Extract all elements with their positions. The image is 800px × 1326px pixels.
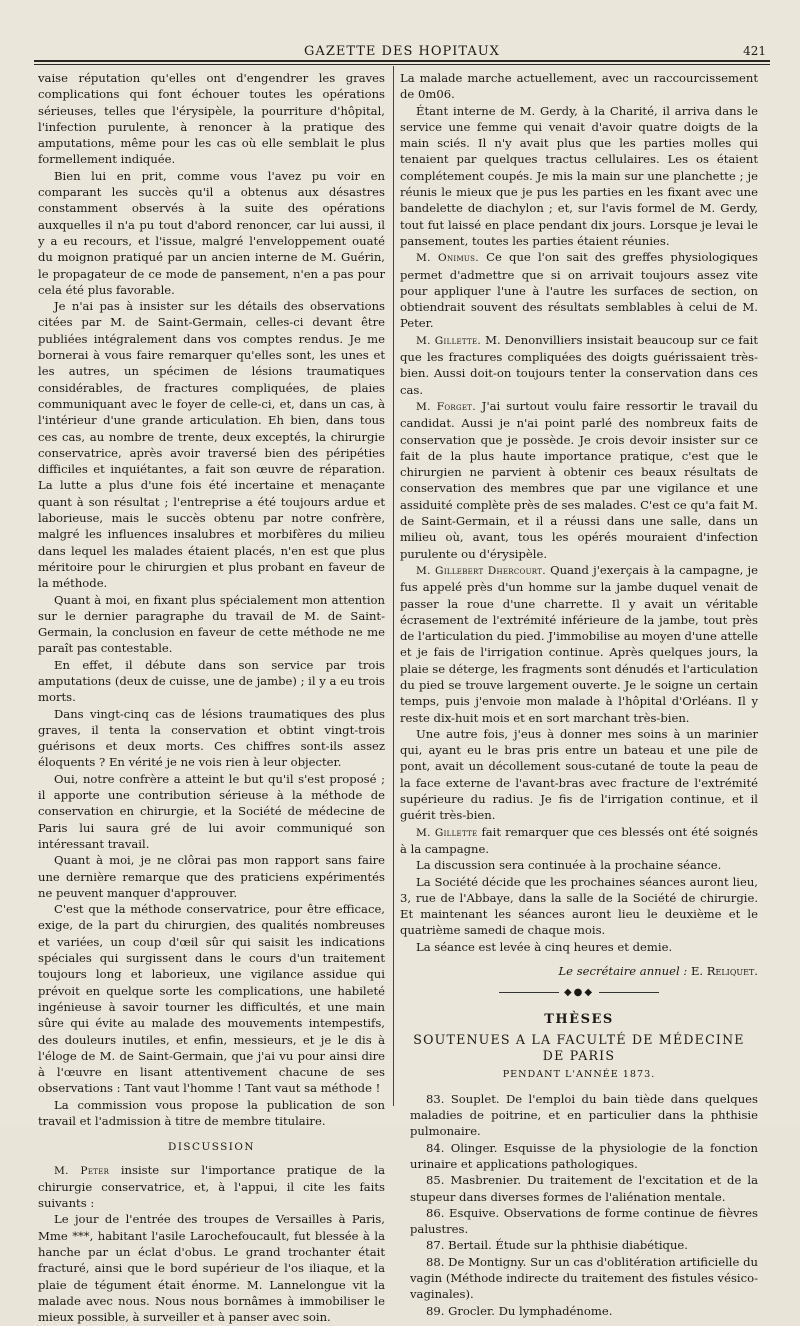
header-rule-thin bbox=[34, 64, 770, 65]
paragraph bbox=[400, 562, 758, 726]
right-column bbox=[400, 70, 758, 1318]
thesis-item: 88. De Montigny. Sur un cas d'oblitération artificielle du vagin (Méthode indirecte du traitement des fistules vésico-vaginales). bbox=[410, 1254, 758, 1302]
thesis-item: 83. Souplet. De l'emploi du bain tiède dans quelques maladies de poitrine, et en particulier dans la phthisie pulmonaire. bbox=[410, 1091, 758, 1139]
thesis-item: 84. Olinger. Esquisse de la physiologie de la fonction urinaire et applications pathologiques. bbox=[410, 1140, 758, 1171]
theses-subtitle: SOUTENUES A LA FACULTÉ DE MÉDECINE DE PARIS bbox=[413, 1031, 745, 1064]
page-number: 421 bbox=[743, 44, 766, 58]
thesis-item: 87. Bertail. Étude sur la phthisie diabétique. bbox=[426, 1238, 688, 1253]
paragraph: La discussion sera continuée à la prochaine séance. bbox=[416, 858, 722, 873]
speaker-text: fait remarquer que ces blessés ont été soignés à la campagne. bbox=[400, 824, 758, 856]
paragraph: Bien lui en prit, comme vous l'avez pu voir en comparant les succès qu'il a obtenus aux désastres constamment observés à la suite des opérations auxquelles il n'a pu tout d'abord renoncer, car lui aussi, il y a eu recours, et l'issue, malgré l'enveloppement ouaté du moignon pratiqué par un ancien interne de M. Guérin, le propagateur de ce mode de pansement, n'en a pas pour cela été plus favorable. bbox=[38, 168, 385, 297]
paragraph: Une autre fois, j'eus à donner mes soins à un marinier qui, ayant eu le bras pris entre un bateau et une pile de pont, avait un décollement sous-cutané de toute la peau de la face externe de l'avant-bras avec fracture de l'extrémité supérieure du radius. Je fis de l'irrigation continue, et il guérit très-bien. bbox=[400, 726, 758, 823]
header-rule bbox=[34, 60, 770, 62]
paragraph bbox=[400, 249, 758, 331]
paragraph bbox=[400, 824, 758, 858]
speaker-name: M. Onimus. bbox=[416, 252, 479, 265]
paragraph: En effet, il débute dans son service par trois amputations (deux de cuisse, une de jambe) ; il y a eu trois morts. bbox=[38, 657, 385, 705]
speaker-text: M. Denonvilliers insistait beaucoup sur ce fait que les fractures compliquées des doigts guérissaient très-bien. Aussi doit-on toujours tenter la conservation dans ces cas. bbox=[400, 332, 758, 397]
paragraph: Je n'ai pas à insister sur les détails des observations citées par M. de Saint-Germain, celles-ci devant être publiées intégralement dans vos comptes rendus. Je me bornerai à vous faire remarquer qu'elles sont, les unes et les autres, un spécimen de lésions traumatiques considérables, de fractures compliquées, de plaies communiquant avec le foyer de celle-ci, et, dans un cas, à l'intérieur d'une grande articulation. Eh bien, dans tous ces cas, au nombre de trente, deux exceptés, la chirurgie conservatrice, après avoir traversé bien des péripéties difficiles et inquiétantes, a fait son œuvre de réparation. La lutte a plus d'une fois été incertaine et menaçante quant à son résultat ; l'entreprise a été toujours ardue et laborieuse, mais le succès obtenu par notre confrère, malgré les influences insalubres et morbifères du milieu dans lequel les malades étaient placés, n'en est que plus méritoire pour le chirurgien et plus probant en faveur de la méthode. bbox=[38, 299, 385, 591]
paragraph: Quant à moi, en fixant plus spécialement mon attention sur le dernier paragraphe du travail de M. de Saint-Germain, la conclusion en faveur de cette méthode ne me paraît pas contestable. bbox=[38, 592, 385, 656]
speaker-text: insiste sur l'importance pratique de la chirurgie conservatrice, et, à l'appui, il cite les faits suivants : bbox=[38, 1162, 385, 1211]
page-header bbox=[34, 38, 770, 60]
left-column bbox=[38, 70, 385, 1325]
running-head: GAZETTE DES HOPITAUX bbox=[304, 44, 500, 59]
paragraph: La Société décide que les prochaines séances auront lieu, 3, rue de l'Abbaye, dans la salle de la Société de chirurgie. Et maintenant les séances auront lieu le deuxième et le quatrième samedi de chaque mois. bbox=[400, 874, 758, 938]
speaker-text: Quand j'exerçais à la campagne, je fus appelé près d'un homme sur la jambe duquel venait de passer la roue d'une charrette. Il y avait un véritable écrasement de l'extrémité inférieure de la jambe, tout près de l'articulation du pied. J'immobilise au moyen d'une attelle et je fais de l'irrigation continue. Après quelques jours, la plaie se déterge, les fragments sont dénudés et l'articulation du pied se trouve largement ouverte. Je le soigne un certain temps, puis j'envoie mon malade à l'hôpital d'Orléans. Il y reste dix-huit mois et en sort marchant très-bien. bbox=[400, 562, 758, 725]
speaker-text: Ce que l'on sait des greffes physiologiques permet d'admettre que si on arrivait toujours assez vite pour appliquer l'une à l'autre les surfaces de section, on obtiendrait souvent des résultats semblables à celui de M. Peter. bbox=[400, 250, 758, 331]
signature-name: E. Reliquet. bbox=[690, 964, 758, 979]
discussion-heading: DISCUSSION bbox=[167, 1141, 256, 1154]
speaker-name: M. Forget. bbox=[416, 400, 476, 413]
theses-title: THÈSES bbox=[544, 1011, 614, 1027]
paragraph bbox=[400, 332, 758, 398]
signature-role: Le secrétaire annuel bbox=[558, 964, 680, 979]
paragraph: C'est que la méthode conservatrice, pour être efficace, exige, de la part du chirurgien, des qualités nombreuses et variées, un coup d'œil sûr qui saisit les indications spéciales qui surgissent dans le cours d'un traitement toujours long et laborieux, une vigilance assidue qui prévoit en quelque sorte les complications, une habileté ingénieuse à savoir tourner les difficultés, et une main sûre qui évite au malade des mouvements intempestifs, des douleurs inutiles, et enfin, messieurs, et je le dis à l'éloge de M. de Saint-Germain, que j'ai vu pour ainsi dire à l'œuvre en lisant attentivement chacune de ses observations : Tant vaut l'homme ! Tant vaut sa méthode ! bbox=[38, 902, 385, 1096]
paragraph: La commission vous propose la publication de son travail et l'admission à titre de membre titulaire. bbox=[38, 1097, 385, 1128]
ornament-divider: ◆●◆ bbox=[400, 985, 758, 1001]
column-divider bbox=[393, 66, 394, 1106]
speaker-text: J'ai surtout voulu faire ressortir le travail du candidat. Aussi je n'ai point parlé des nombreux faits de conservation que je possède. Je crois devoir insister sur ce fait de la plus haute importance pratique, c'est que le chirurgien ne parvient à obtenir ces beaux résultats de conservation des membres que par une vigilance et une assiduité complète près de ses malades. C'est ce qu'a fait M. de Saint-Germain, et il a réussi dans une salle, dans un milieu où, avant, tous les opérés mouraient d'infection purulente ou d'érysipèle. bbox=[400, 398, 758, 561]
speaker-name: M. Peter bbox=[54, 1164, 110, 1177]
thesis-item: 86. Esquive. Observations de forme continue de fièvres palustres. bbox=[410, 1205, 758, 1237]
theses-date: PENDANT L'ANNÉE 1873. bbox=[502, 1068, 656, 1080]
paragraph: Le jour de l'entrée des troupes de Versailles à Paris, Mme ***, habitant l'asile Larochefoucault, fut blessée à la hanche par un éclat d'obus. Le grand trochanter était fracturé, ainsi que le bord supérieur de l'os iliaque, et la plaie de tégument était énorme. M. Lannelongue vit la malade avec nous. Nous nous bornâmes à immobiliser le mieux possible, à surveiller et à panser avec soin. bbox=[38, 1212, 385, 1325]
paragraph: La séance est levée à cinq heures et demie. bbox=[416, 939, 673, 954]
signature: Le secrétaire annuel : E. Reliquet. bbox=[558, 964, 758, 979]
paragraph: Étant interne de M. Gerdy, à la Charité, il arriva dans le service une femme qui venait d'avoir quatre doigts de la main sciés. Il n'y avait plus que les parties molles qui tenaient par quelques tractus cellulaires. Les os étaient complétement coupés. Je mis la main sur une planchette ; je réunis le mieux que je pus les parties en les fixant avec une bandelette de diachylon ; et, sur l'avis formel de M. Gerdy, tout fut laissé en place pendant dix jours. Lorsque je levai le pansement, toutes les parties étaient réunies. bbox=[400, 103, 758, 248]
paragraph bbox=[38, 1162, 385, 1212]
speaker-name: M. Gillette. bbox=[416, 334, 482, 347]
speaker-name: M. Gillette bbox=[416, 826, 478, 839]
paragraph: Dans vingt-cinq cas de lésions traumatiques des plus graves, il tenta la conservation et obtint vingt-trois guérisons et deux morts. Ces chiffres sont-ils assez éloquents ? En vérité je ne vois rien à leur objecter. bbox=[38, 706, 385, 770]
paragraph: vaise réputation qu'elles ont d'engendrer les graves complications qui font échouer toutes les opérations sérieuses, telles que l'érysipèle, la pourriture d'hôpital, l'infection purulente, à renoncer à la pratique des amputations, même pour les cas où elle semblait le plus formellement indiquée. bbox=[38, 71, 385, 167]
paragraph: La malade marche actuellement, avec un raccourcissement de 0m06. bbox=[400, 71, 758, 102]
thesis-item: 89. Grocler. Du lymphadénome. bbox=[426, 1303, 613, 1318]
paragraph bbox=[400, 398, 758, 562]
paragraph: Quant à moi, je ne clôrai pas mon rapport sans faire une dernière remarque que des praticiens expérimentés ne peuvent manquer d'approuver. bbox=[38, 853, 385, 900]
speaker-name: M. Gillebert Dhercourt. bbox=[416, 564, 546, 577]
paragraph: Oui, notre confrère a atteint le but qu'il s'est proposé ; il apporte une contribution sérieuse à la méthode de conservation en chirurgie, et la Société de médecine de Paris lui saura gré de lui avoir communiqué son intéressant travail. bbox=[38, 771, 385, 851]
thesis-item: 85. Masbrenier. Du traitement de l'excitation et de la stupeur dans diverses formes de l'aliénation mentale. bbox=[410, 1173, 758, 1204]
